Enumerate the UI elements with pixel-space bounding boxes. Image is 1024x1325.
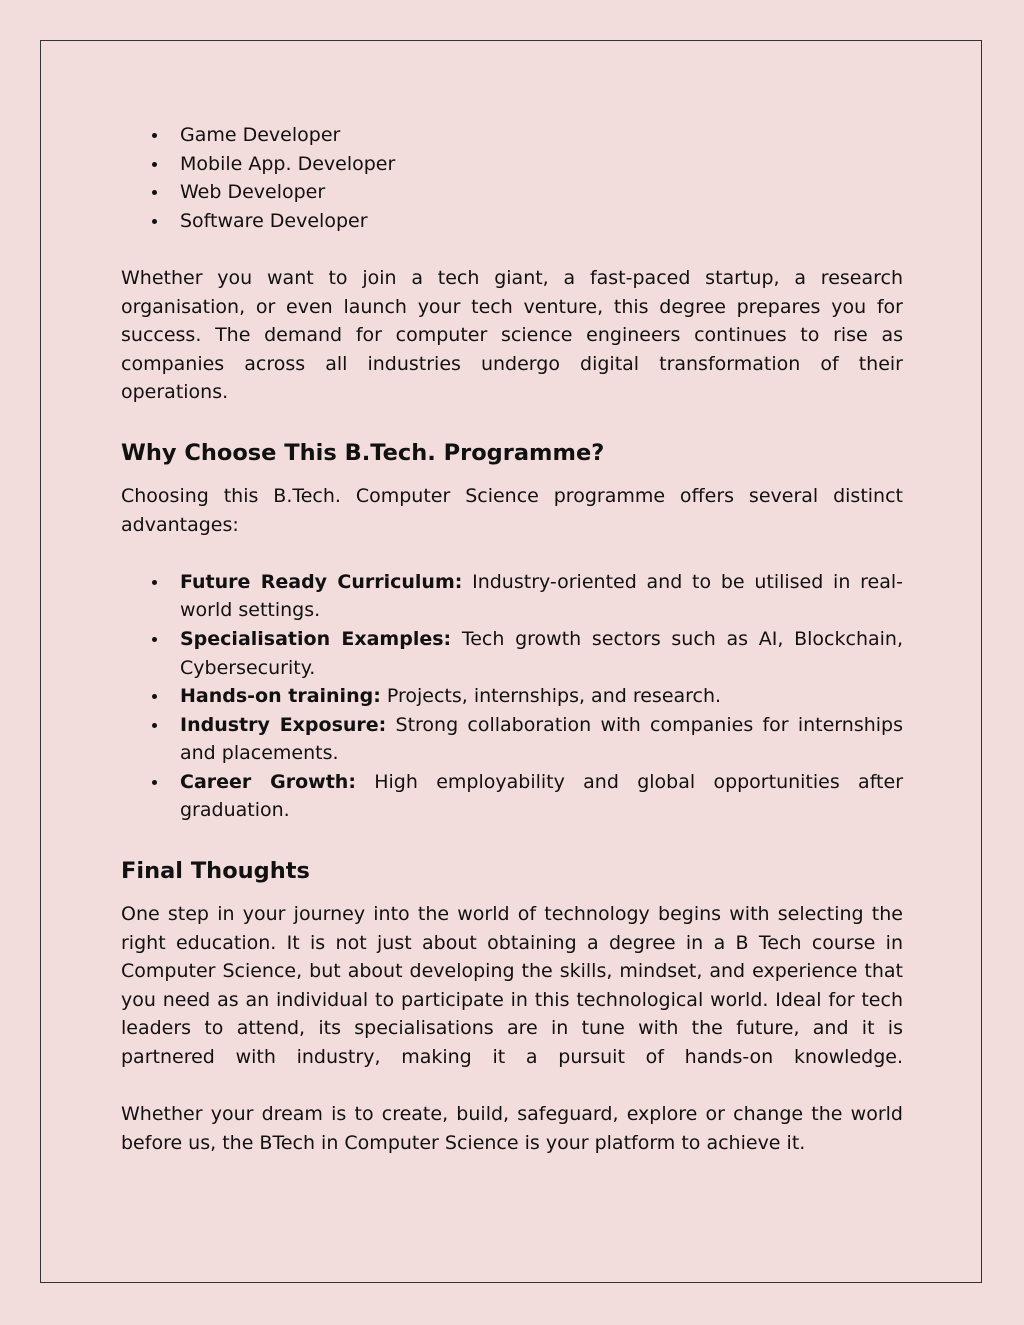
list-item: Mobile App. Developer: [180, 150, 903, 179]
advantage-label: Hands-on training:: [180, 685, 381, 708]
list-item: [180, 711, 903, 768]
list-item: [180, 768, 903, 825]
advantage-label: Career Growth:: [180, 770, 356, 793]
why-choose-intro: Choosing this B.Tech. Computer Science programme offers several distinct advantages:: [121, 484, 903, 536]
list-item: [180, 568, 903, 625]
list-item: [180, 625, 903, 682]
advantage-text: Tech growth sectors such as AI, Blockchain, Cybersecurity.: [180, 627, 903, 679]
section-heading-why-choose: Why Choose This B.Tech. Programme?: [121, 439, 605, 466]
advantage-text: Strong collaboration with companies for internships and placements.: [180, 713, 904, 765]
section-heading-final-thoughts: Final Thoughts: [121, 858, 310, 885]
list-item: Web Developer: [180, 178, 903, 207]
intro-paragraph: Whether you want to join a tech giant, a fast-paced startup, a research organisation, or even launch your tech venture, this degree prepares you for success. The demand for computer science engineers continues to rise as companies across all industries undergo digital transformation of their operations.: [121, 266, 903, 404]
list-item: Game Developer: [180, 121, 903, 150]
career-roles-list: [121, 121, 903, 235]
advantages-list: [121, 568, 903, 825]
advantage-label: Specialisation Examples:: [180, 627, 452, 650]
advantage-label: Future Ready Curriculum:: [180, 570, 463, 593]
advantage-text: High employability and global opportunities after graduation.: [180, 770, 904, 822]
list-item: [180, 682, 903, 711]
closing-paragraph: Whether your dream is to create, build, safeguard, explore or change the world before us, the BTech in Computer Science is your platform to achieve it.: [121, 1103, 903, 1154]
advantage-label: Industry Exposure:: [180, 713, 387, 736]
document-content: [121, 121, 903, 1157]
list-item: Software Developer: [180, 207, 903, 236]
final-thoughts-paragraph: One step in your journey into the world of technology begins with selecting the right education. It is not just about obtaining a degree in a B Tech course in Computer Science, but about developing the skills, mindset, and experience that you need as an individual to participate in this technological world. Ideal for tech leaders to attend, its specialisations are in tune with the future, and it is partnered with industry, making it a pursuit of hands-on knowledge.: [121, 903, 903, 1069]
advantage-text: Projects, internships, and research.: [380, 685, 722, 708]
advantage-text: Industry-oriented and to be utilised in real-world settings.: [180, 570, 903, 622]
